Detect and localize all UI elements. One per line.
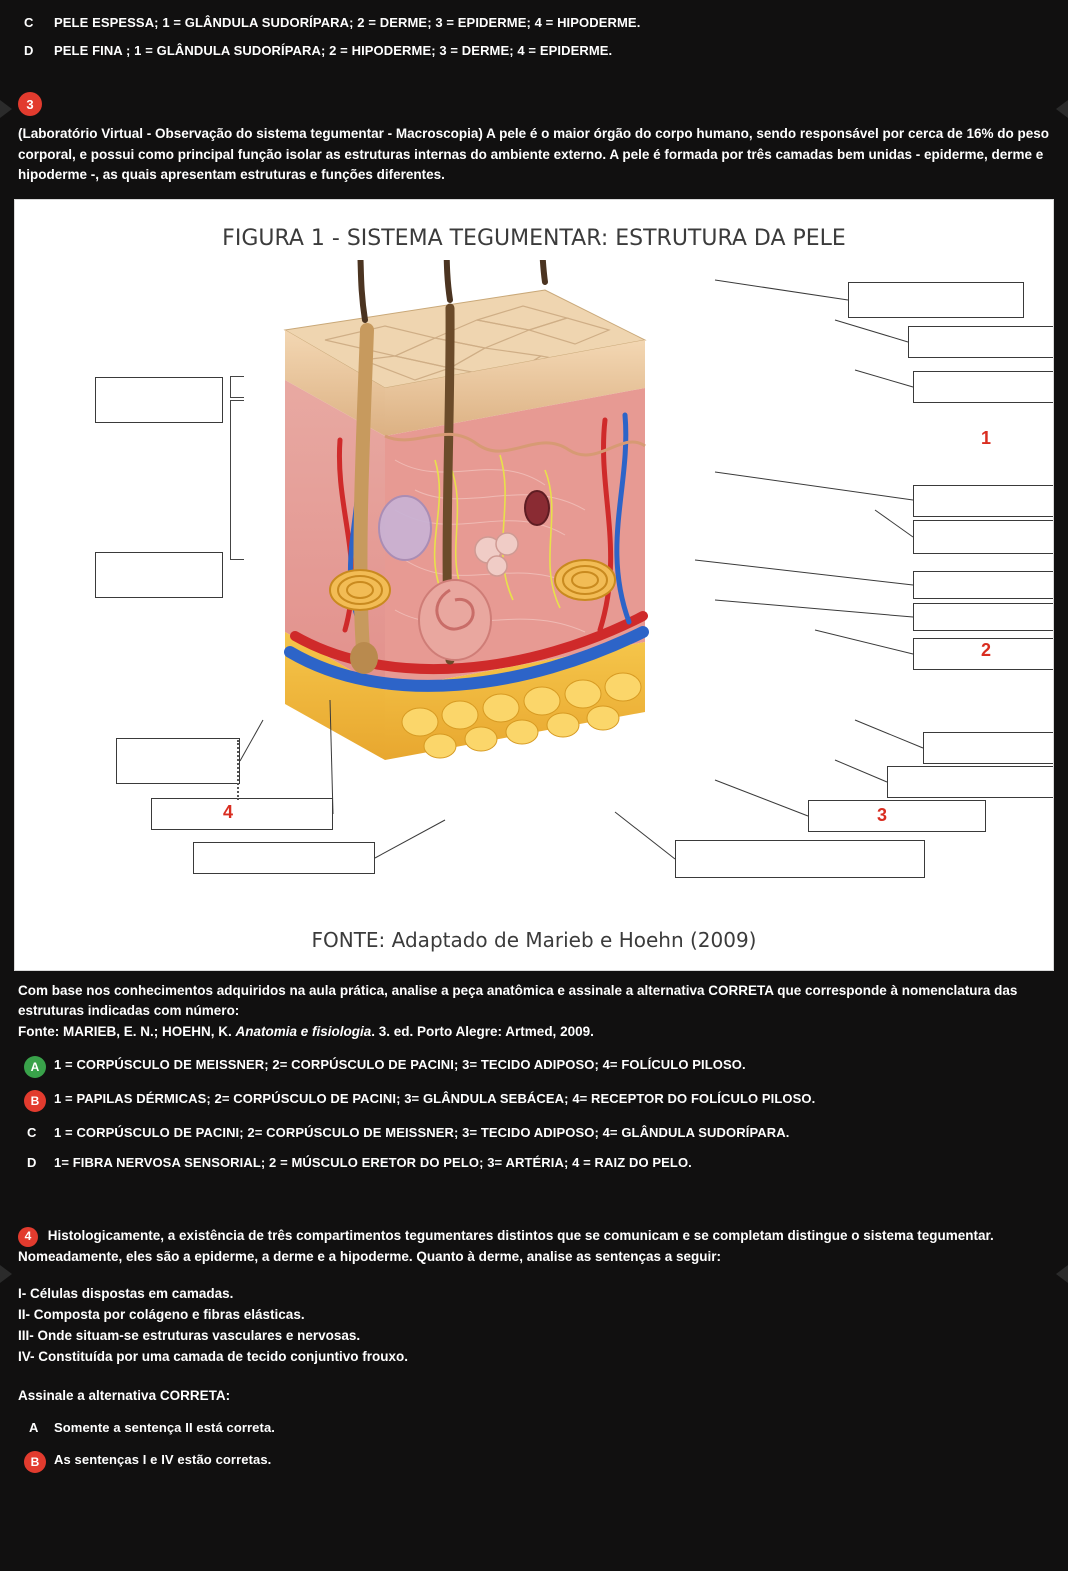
alternative-row[interactable] bbox=[0, 1451, 1068, 1473]
left-arrow-icon bbox=[0, 100, 12, 118]
figure-callout-1: 1 bbox=[981, 428, 992, 449]
alternative-letter-badge: B bbox=[24, 1090, 46, 1112]
alternative-letter: C bbox=[27, 1124, 37, 1140]
alternative-row[interactable] bbox=[0, 1090, 1068, 1112]
question-3-reference bbox=[18, 1022, 1050, 1042]
alternative-letter-badge: B bbox=[24, 1451, 46, 1473]
alternative-letter: D bbox=[24, 43, 34, 59]
figure-card bbox=[14, 199, 1054, 971]
alternative-row[interactable] bbox=[0, 1124, 1068, 1142]
alternative-letter: D bbox=[27, 1155, 37, 1170]
figure-callout-4: 4 bbox=[223, 802, 234, 823]
reference-suffix: . 3. ed. Porto Alegre: Artmed, 2009. bbox=[371, 1024, 594, 1040]
alternative-text: 1 = CORPÚSCULO DE MEISSNER; 2= CORPÚSCULO DE PACINI; 3= TECIDO ADIPOSO; 4= FOLÍCULO PILOSO. bbox=[54, 1056, 746, 1072]
alternative-letter-badge: A bbox=[24, 1056, 46, 1078]
question-4-statement-line bbox=[18, 1226, 1050, 1268]
question-3-alternatives bbox=[0, 1056, 1068, 1172]
question-4-sentence: IV- Constituída por uma camada de tecido conjuntivo frouxo. bbox=[18, 1348, 409, 1364]
alternative-text: PELE ESPESSA; 1 = GLÂNDULA SUDORÍPARA; 2 = DERME; 3 = EPIDERME; 4 = HIPODERME. bbox=[54, 15, 641, 30]
alternative-text: PELE FINA ; 1 = GLÂNDULA SUDORÍPARA; 2 = HIPODERME; 3 = DERME; 4 = EPIDERME. bbox=[54, 43, 613, 59]
question-number-badge: 3 bbox=[18, 92, 42, 116]
question-4-prompt: Assinale a alternativa CORRETA: bbox=[18, 1387, 231, 1403]
alternative-text: As sentenças I e IV estão corretas. bbox=[54, 1451, 272, 1467]
alternative-text: 1 = PAPILAS DÉRMICAS; 2= CORPÚSCULO DE PACINI; 3= GLÂNDULA SEBÁCEA; 4= RECEPTOR DO FOLÍCULO PILOSO. bbox=[54, 1090, 816, 1106]
alternative-text: 1 = CORPÚSCULO DE PACINI; 2= CORPÚSCULO DE MEISSNER; 3= TECIDO ADIPOSO; 4= GLÂNDULA SUDORÍPARA. bbox=[54, 1124, 790, 1140]
alternative-text: 1= FIBRA NERVOSA SENSORIAL; 2 = MÚSCULO ERETOR DO PELO; 3= ARTÉRIA; 4 = RAIZ DO PELO. bbox=[54, 1155, 692, 1170]
question-3-instruction: Com base nos conhecimentos adquiridos na aula prática, analise a peça anatômica e assinale a alternativa CORRETA que corresponde à nomenclatura das estruturas indicadas com número: bbox=[18, 983, 1018, 1018]
alternative-text: Somente a sentença II está correta. bbox=[54, 1419, 275, 1435]
alternative-letter: C bbox=[24, 15, 34, 30]
reference-italic-title: Anatomia e fisiologia bbox=[235, 1024, 372, 1040]
question-3-instruction-block bbox=[0, 971, 1068, 1042]
question-4-sentence: II- Composta por colágeno e fibras elásticas. bbox=[18, 1306, 305, 1322]
question-4-sentence: I- Células dispostas em camadas. bbox=[18, 1286, 234, 1302]
left-arrow-icon bbox=[0, 1265, 12, 1283]
right-arrow-icon bbox=[1056, 100, 1068, 118]
question-4-block bbox=[0, 1208, 1068, 1406]
figure-title: FIGURA 1 - SISTEMA TEGUMENTAR: ESTRUTURA DA PELE bbox=[222, 226, 846, 252]
alternative-row[interactable] bbox=[0, 42, 1068, 60]
right-arrow-icon bbox=[1056, 1265, 1068, 1283]
alternative-row[interactable] bbox=[0, 1056, 1068, 1078]
alternative-letter: A bbox=[29, 1419, 39, 1435]
alternative-row[interactable] bbox=[0, 1419, 1068, 1437]
question-4-alternatives bbox=[0, 1419, 1068, 1473]
question-3-number-wrap bbox=[0, 70, 1068, 120]
alternative-row[interactable] bbox=[0, 1154, 1068, 1172]
reference-prefix: Fonte: MARIEB, E. N.; HOEHN, K. bbox=[18, 1024, 236, 1040]
figure-source: FONTE: Adaptado de Marieb e Hoehn (2009) bbox=[311, 928, 757, 953]
previous-question-alternatives bbox=[0, 0, 1068, 60]
question-3-statement: (Laboratório Virtual - Observação do sistema tegumentar - Macroscopia) A pele é o maior órgão do corpo humano, sendo responsável por cerca de 16% do peso corporal, e possui como principal função isolar as estruturas internas do ambiente externo. A pele é formada por três camadas bem unidas - epiderme, derme e hipoderme -, as quais apresentam estruturas e funções diferentes. bbox=[18, 126, 1050, 182]
question-4-statement: Histologicamente, a existência de três compartimentos tegumentares distintos que se comunicam e se completam distingue o sistema tegumentar. Nomeadamente, eles são a epiderme, a derme e a hipoderme. Quanto à derme, analise as sentenças a seguir: bbox=[18, 1228, 994, 1265]
alternative-row[interactable] bbox=[0, 14, 1068, 32]
question-number-badge: 4 bbox=[18, 1227, 38, 1247]
figure-callout-3: 3 bbox=[877, 805, 888, 826]
question-4-sentence: III- Onde situam-se estruturas vasculares e nervosas. bbox=[18, 1327, 361, 1343]
figure-callout-2: 2 bbox=[981, 640, 992, 661]
figure-leader-lines bbox=[15, 200, 1053, 970]
